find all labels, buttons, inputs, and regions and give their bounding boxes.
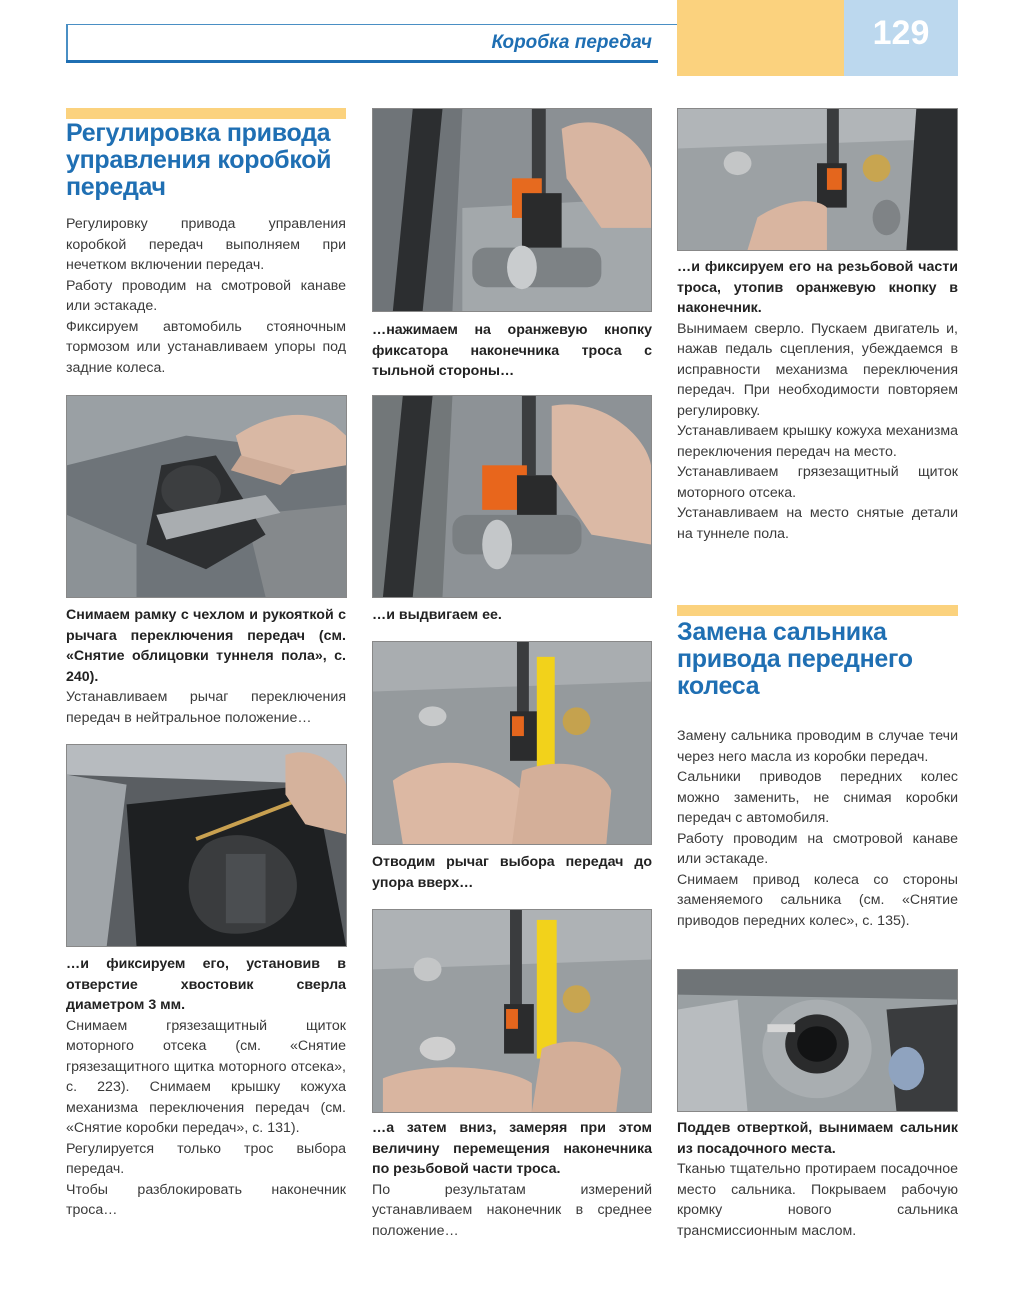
paragraph: По результатам измерений устанавливаем наконечник в среднее положение… <box>372 1181 652 1239</box>
heading-seal-replacement <box>677 619 967 700</box>
paragraph: Устанавливаем крышку кожуха механизма переключения передач на место. <box>677 423 958 460</box>
paragraph: Работу проводим на смотровой канаве или эстакаде. <box>677 830 958 867</box>
heading-line: Замена сальника <box>677 618 887 646</box>
heading-line: колеса <box>677 672 760 700</box>
photo-lever-up-measure <box>372 641 652 845</box>
paragraph: Фиксируем автомобиль стояночным тормозом или устанавливаем упоры под задние колеса. <box>66 318 346 376</box>
paragraph: Тканью тщательно протираем посадочное место сальника. Покрываем рабочую кромку нового сальника трансмиссионным маслом. <box>677 1161 958 1239</box>
paragraph: Снимаем грязезащитный щиток моторного отсека (см. «Снятие грязезащитного щитка моторного отсека», с. 223). Снимаем крышку кожуха механизма переключения передач (см. «Снятие коробки передач», с. 131). <box>66 1017 346 1136</box>
photo-caption: Снимаем рамку с чехлом и рукояткой с рычага переключения передач (см. «Снятие облицовки туннеля пола», с. 240). <box>66 607 346 685</box>
heading-bar-left <box>66 108 346 119</box>
photo-caption: …и фиксируем его, установив в отверстие хвостовик сверла диаметром 3 мм. <box>66 956 346 1013</box>
photo-gear-lever-frame <box>66 395 347 598</box>
paragraph: Устанавливаем на место снятые детали на туннеле пола. <box>677 505 958 542</box>
paragraph: Замену сальника проводим в случае течи через него масла из коробки передач. <box>677 728 958 765</box>
photo-caption: Поддев отверткой, вынимаем сальник из посадочного места. <box>677 1120 958 1157</box>
photo-fix-on-thread <box>677 108 958 251</box>
header-underline <box>66 60 658 63</box>
paragraph: Устанавливаем рычаг переключения передач в нейтральное положение… <box>66 689 346 726</box>
paragraph: Чтобы разблокировать наконечник троса… <box>66 1181 346 1218</box>
photo-caption: …и выдвигаем ее. <box>372 607 502 623</box>
photo-caption: …и фиксируем его на резьбовой части троса, утопив оранжевую кнопку в наконечник. <box>677 259 958 316</box>
paragraph: Регулировку привода управления коробкой передач выполняем при нечетком включении передач. <box>66 216 346 273</box>
paragraph: Работу проводим на смотровой канаве или эстакаде. <box>66 277 346 314</box>
heading-line: передач <box>66 173 166 201</box>
photo-drill-bit-fixing <box>66 744 347 947</box>
heading-bar-right <box>677 605 958 616</box>
caption-block-left-2 <box>66 954 346 1221</box>
photo-lever-down-measure <box>372 909 652 1113</box>
paragraph: Устанавливаем грязезащитный щиток моторного отсека. <box>677 464 958 501</box>
heading-line: Регулировка привода <box>66 119 331 147</box>
caption-block-mid-3 <box>372 852 652 893</box>
heading-adjustment <box>66 120 356 201</box>
caption-block-right-2 <box>677 1118 958 1241</box>
caption-block-left-1 <box>66 605 346 728</box>
caption-block-mid-1 <box>372 320 652 382</box>
caption-block-mid-4 <box>372 1118 652 1241</box>
paragraph: Снимаем привод колеса со стороны заменяемого сальника (см. «Снятие приводов передних колес», с. 135). <box>677 871 958 929</box>
heading-line: управления коробкой <box>66 146 332 174</box>
photo-caption: …а затем вниз, замеряя при этом величину перемещения наконечника по резьбовой части троса. <box>372 1120 652 1177</box>
paragraph: Регулируется только трос выбора передач. <box>66 1140 346 1177</box>
caption-block-right-1 <box>677 257 958 544</box>
photo-caption: …нажимаем на оранжевую кнопку фиксатора наконечника троса с тыльной стороны… <box>372 322 652 379</box>
photo-remove-seal <box>677 969 958 1112</box>
intro-text-left <box>66 214 346 378</box>
photo-caption: Отводим рычаг выбора передач до упора вверх… <box>372 854 652 891</box>
section-title: Коробка передач <box>491 32 652 53</box>
photo-press-orange-button <box>372 108 652 312</box>
heading-line: привода переднего <box>677 645 913 673</box>
paragraph: Сальники приводов передних колес можно заменить, не снимая коробки передач с автомобиля. <box>677 769 958 826</box>
page-number: 129 <box>872 14 930 52</box>
paragraph: Вынимаем сверло. Пускаем двигатель и, нажав педаль сцепления, убеждаемся в исправности механизма переключения передач. При необходимости повторяем регулировку. <box>677 320 958 419</box>
caption-block-mid-2 <box>372 605 652 626</box>
header-orange-tab <box>677 0 844 76</box>
photo-pull-out-button <box>372 395 652 598</box>
intro-text-right <box>677 726 958 931</box>
